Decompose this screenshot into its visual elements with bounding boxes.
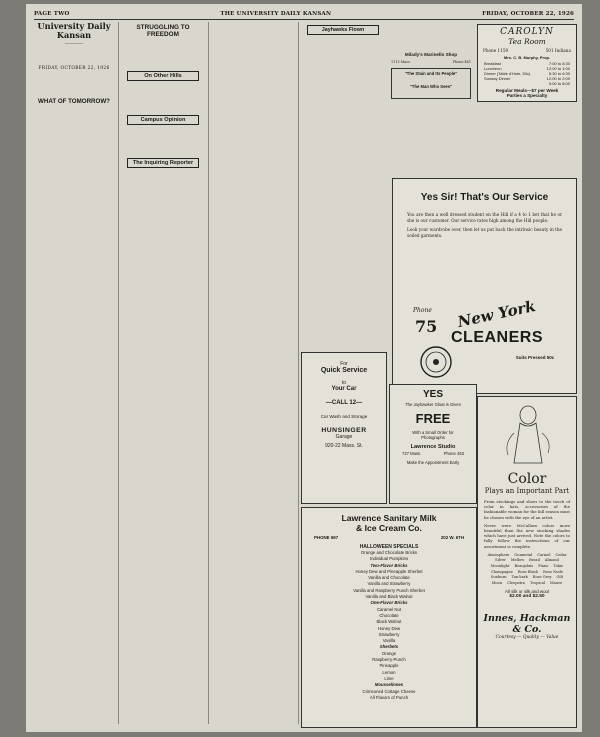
column-4 <box>301 22 385 362</box>
color-prices: $2.00 and $2.50 <box>509 594 545 600</box>
shop-ad <box>391 68 471 99</box>
color-headline: Color <box>507 471 547 487</box>
milk-item: Caramel Nut <box>376 606 402 612</box>
color-price-label: All silk or silk and wool <box>505 589 549 595</box>
color-shade: Champagne <box>491 569 513 574</box>
newspaper-page <box>26 4 582 732</box>
carolyn-meal-row <box>484 81 570 86</box>
milk-item: Vanilla <box>382 638 396 644</box>
color-shade: Moonlight <box>490 564 510 569</box>
milk-item: Black Walnut <box>376 619 402 625</box>
section-head-other-hills: On Other Hills <box>127 71 199 81</box>
color-shade: Gunmetal <box>514 552 533 557</box>
quick-line2: Quick Service <box>320 367 368 374</box>
color-shade: Beaujolais <box>514 564 534 569</box>
page-number: PAGE TWO <box>34 11 70 17</box>
service-body: You are then a well dressed student on the Hill if a 4 to 1 bet that he or she is our customer. Our service rates high among the Hill people. <box>407 212 562 223</box>
color-shade: Silver <box>495 558 506 563</box>
woman-illustration-icon <box>498 403 558 471</box>
milk-item: Lemon <box>382 669 396 675</box>
cleaners-note: Suits Pressed 50c <box>515 355 555 360</box>
milk-item: Mousselinnes <box>374 682 404 688</box>
free-line2: The Jayhawker Gloat is Given <box>405 402 461 407</box>
quick-line1: For <box>340 361 348 367</box>
free-address: 727 Mass. <box>402 451 422 456</box>
quick-name: HUNSINGER <box>321 427 367 434</box>
running-header <box>34 9 574 20</box>
column-3 <box>211 22 295 726</box>
column-1: University Daily Kansan ───────── FRIDAY, OCTOBER 22, 1926 WHAT OF TOMORROW? <box>32 22 116 726</box>
milk-item: Two-Flavor Bricks <box>370 562 408 568</box>
color-shade: Mellow <box>510 558 525 563</box>
free-phone: Phone 453 <box>443 451 464 456</box>
issue-date: FRIDAY, OCTOBER 22, 1926 <box>482 11 574 17</box>
milk-name: Lawrence Sanitary Milk <box>341 513 437 523</box>
carolyn-meal-label: Luncheon <box>484 66 502 71</box>
quick-car-wash: Car Wash and Storage <box>320 414 368 419</box>
section-head-jayhawks: Jayhawks Flown <box>307 25 379 35</box>
color-shade: Atmosphere <box>487 552 510 557</box>
carolyn-meal-label: Breakfast <box>484 61 501 66</box>
ad-hunsinger-garage <box>301 352 387 504</box>
editorial-heading: WHAT OF TOMORROW? <box>38 97 110 105</box>
ad-service <box>392 178 577 394</box>
color-shade: Rose Nude <box>543 569 563 574</box>
carolyn-meal-hours: 5:00 to 8:00 <box>548 81 570 86</box>
milk-item: Orange <box>381 650 397 656</box>
carolyn-owner: Mrs. C. B. Murphy, Prop. <box>503 55 551 60</box>
milady-heading: Milady's Marinello Shop <box>404 52 458 58</box>
milk-item: Chocolate <box>379 612 399 618</box>
quick-address: 920-22 Mass. St. <box>325 443 363 449</box>
milk-item: Vanilla and Chocolate <box>368 575 410 581</box>
color-shade: Rose Grey <box>532 575 552 580</box>
milk-specials: HALLOWEEN SPECIALS <box>359 544 419 550</box>
service-close: Look your wardrobe over, then let us put back the intrinsic beauty in the soiled garments. <box>407 227 562 238</box>
cleaners-logo <box>411 296 561 385</box>
milk-name2: & Ice Cream Co. <box>356 523 422 533</box>
color-body: From stockings and shoes to the touch of color in hats, accessories of the fashionable woman for the fall season must be chosen with the eye of an artist. <box>484 499 570 520</box>
ad-lawrence-studio <box>389 384 477 504</box>
innes-name: Innes, Hackman & Co. <box>483 613 571 636</box>
milk-address: 202 W. 6TH <box>440 535 464 540</box>
carolyn-meal-label: Dinner (Table d'Hote, 50c) <box>484 71 531 76</box>
carolyn-sub: Tea Room <box>508 37 546 46</box>
masthead-title: University Daily Kansan <box>37 22 111 40</box>
milk-item: Crimsoned Cottage Cheese <box>362 688 416 694</box>
shop-ad-line1: "The Stain and Its People" <box>404 70 458 76</box>
color-note: Never were McCallum colors more beautiful than the new stocking shades which have just arrived. Note the colors to fully follow the instructions of our assortment is complete. <box>484 522 570 549</box>
cleaners-phone-word: Phone <box>413 307 432 314</box>
free-contact-row <box>390 450 476 457</box>
quick-name2: Garage <box>335 434 353 440</box>
milk-item: Lime <box>384 675 394 681</box>
cleaners-phone-number: 75 <box>415 317 438 336</box>
milk-phone: PHONE 697 <box>314 535 339 540</box>
cleaners-name: CLEANERS <box>451 329 544 346</box>
color-shade: Mauve <box>550 580 563 585</box>
color-shade: Sunburn <box>490 575 507 580</box>
shop-ad-line2: "The Man Who Sees" <box>409 83 453 89</box>
free-yes: YES <box>422 389 443 400</box>
innes-tagline: Courtesy — Quality — Value <box>495 635 559 641</box>
carolyn-regular: Regular Meals—$7 per Week <box>495 88 559 93</box>
color-shade: Tokio <box>553 564 564 569</box>
carolyn-name: CAROLYN <box>500 27 554 37</box>
cleaners-seal-icon <box>419 345 453 379</box>
milk-item: Individual Pumpkins <box>369 556 409 562</box>
story-headline-struggling: STRUGGLING TO FREEDOM <box>136 24 190 39</box>
carolyn-parties: Parties a Specialty <box>506 93 548 98</box>
milk-item-list <box>302 550 476 701</box>
milk-contact-row <box>302 533 476 542</box>
free-line4: With a Small Order for Photographs <box>412 430 454 440</box>
column-2 <box>121 22 205 726</box>
milk-item: Honey Dew <box>377 625 401 631</box>
color-shade: Cleopatra <box>507 580 525 585</box>
carolyn-phone: Phone 1159 <box>483 48 509 53</box>
color-shade: Almond <box>544 558 559 563</box>
milk-item: Pineapple <box>379 663 399 669</box>
quick-line4: Your Car <box>331 386 357 392</box>
color-shade: Moon <box>491 580 503 585</box>
color-shade: Gilt <box>556 575 564 580</box>
milk-item: Raspberry-Punch <box>372 657 406 663</box>
color-shade: Tan-bark <box>511 575 528 580</box>
milk-item: Vanilla and Raspberry Punch Sherbet <box>353 587 425 593</box>
color-shade: Rose Blush <box>517 569 539 574</box>
free-studio-name: Lawrence Studio <box>410 444 456 450</box>
milady-address: 1115 Mass. <box>391 60 411 65</box>
milk-item: Vanilla and Strawberry <box>367 581 411 587</box>
color-shade: Brazil <box>529 558 540 563</box>
carolyn-meal-hours: 7:00 to 8:30 <box>548 61 570 66</box>
service-headline: Yes Sir! That's Our Service <box>420 192 549 203</box>
color-sub: Plays an Important Part <box>484 487 570 495</box>
ad-carolyn-tea-room <box>477 24 577 102</box>
ad-color-panel <box>477 396 577 728</box>
carolyn-meal-hours: 12:00 to 2:00 <box>546 76 570 81</box>
color-shade: Cedar <box>555 552 567 557</box>
carolyn-contact-row <box>478 46 576 55</box>
ad-lawrence-sanitary-milk <box>301 507 477 728</box>
carolyn-meal-hours: 12:00 to 1:00 <box>546 66 570 71</box>
cleaners-script: New York <box>455 296 538 332</box>
carolyn-address: 501 Indiana <box>545 48 571 53</box>
carolyn-meal-label: Sunday Dinner <box>484 76 511 81</box>
color-shade: Carmel <box>537 552 551 557</box>
section-head-inquiring-reporter: The Inquiring Reporter <box>127 158 199 168</box>
milk-item: Strawberry <box>378 631 400 637</box>
masthead-date: FRIDAY, OCTOBER 22, 1926 <box>38 65 110 71</box>
milk-item: Vanilla and Black Walnut <box>365 594 413 600</box>
free-note: Make the Appointment Early <box>406 460 460 465</box>
quick-line3: to <box>341 380 347 386</box>
milk-item: Orange and Chocolate Bricks <box>360 550 418 555</box>
section-head-campus-opinion: Campus Opinion <box>127 115 199 125</box>
quick-call: —CALL 12— <box>325 400 363 406</box>
carolyn-meal-list <box>478 60 576 87</box>
milk-item: Sherbets <box>379 644 399 650</box>
free-free: FREE <box>415 411 451 426</box>
milk-item: Honey Dew and Pineapple Sherbet <box>355 568 423 574</box>
milk-item: One-Flavor Bricks <box>370 600 408 606</box>
milady-phone: Phone 461 <box>452 60 471 65</box>
color-shade-list <box>484 553 570 586</box>
color-shade: Tropical <box>529 580 545 585</box>
newspaper-name: THE UNIVERSITY DAILY KANSAN <box>220 11 332 17</box>
milk-item: All Flavors of Punch <box>369 694 409 700</box>
color-shade: Piano <box>538 564 549 569</box>
carolyn-meal-hours: 5:30 to 6:30 <box>548 71 570 76</box>
